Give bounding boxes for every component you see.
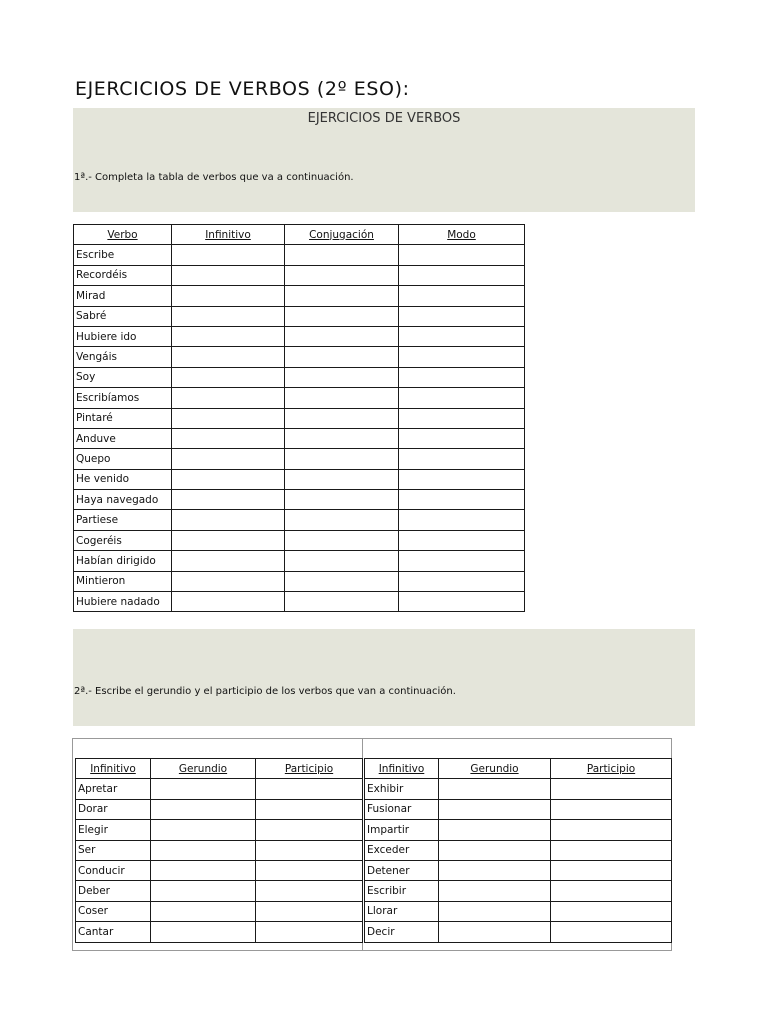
gerundio-answer-cell[interactable] bbox=[151, 820, 256, 840]
participio-answer-cell[interactable] bbox=[551, 799, 672, 819]
verbs-table-verb-cell: Haya navegado bbox=[74, 490, 172, 510]
column-header-verbo: Verbo bbox=[74, 225, 172, 245]
exercise-2-header bbox=[73, 629, 695, 726]
verbs-table-verb-cell: Mintieron bbox=[74, 571, 172, 591]
right-table-verb-cell: Exceder bbox=[365, 840, 439, 860]
conjugacion-answer-cell[interactable] bbox=[285, 449, 399, 469]
verbs-table-verb-cell: Escribíamos bbox=[74, 388, 172, 408]
verbs-table-verb-cell: Recordéis bbox=[74, 265, 172, 285]
conjugacion-answer-cell[interactable] bbox=[285, 551, 399, 571]
left-table-verb-cell: Cantar bbox=[76, 922, 151, 942]
left-table-row bbox=[76, 901, 363, 921]
modo-answer-cell[interactable] bbox=[399, 245, 525, 265]
column-header-gerundio: Gerundio bbox=[151, 759, 256, 779]
infinitivo-answer-cell[interactable] bbox=[172, 530, 285, 550]
column-header-modo: Modo bbox=[399, 225, 525, 245]
participio-answer-cell[interactable] bbox=[256, 881, 363, 901]
participio-answer-cell[interactable] bbox=[256, 860, 363, 880]
verbs-table-row bbox=[74, 449, 525, 469]
infinitivo-answer-cell[interactable] bbox=[172, 286, 285, 306]
gerundio-answer-cell[interactable] bbox=[439, 799, 551, 819]
right-table-row bbox=[365, 779, 672, 799]
conjugacion-answer-cell[interactable] bbox=[285, 245, 399, 265]
verbs-table-row bbox=[74, 265, 525, 285]
verbs-table-row bbox=[74, 367, 525, 387]
infinitivo-answer-cell[interactable] bbox=[172, 265, 285, 285]
infinitivo-answer-cell[interactable] bbox=[172, 245, 285, 265]
gerundio-answer-cell[interactable] bbox=[151, 860, 256, 880]
infinitivo-answer-cell[interactable] bbox=[172, 347, 285, 367]
left-table-row bbox=[76, 881, 363, 901]
modo-answer-cell[interactable] bbox=[399, 265, 525, 285]
modo-answer-cell[interactable] bbox=[399, 510, 525, 530]
modo-answer-cell[interactable] bbox=[399, 367, 525, 387]
conjugacion-answer-cell[interactable] bbox=[285, 571, 399, 591]
participio-answer-cell[interactable] bbox=[551, 820, 672, 840]
modo-answer-cell[interactable] bbox=[399, 449, 525, 469]
infinitivo-answer-cell[interactable] bbox=[172, 469, 285, 489]
infinitivo-answer-cell[interactable] bbox=[172, 592, 285, 612]
infinitivo-answer-cell[interactable] bbox=[172, 367, 285, 387]
conjugacion-answer-cell[interactable] bbox=[285, 490, 399, 510]
verbs-table-row bbox=[74, 530, 525, 550]
gerundio-answer-cell[interactable] bbox=[439, 881, 551, 901]
modo-answer-cell[interactable] bbox=[399, 326, 525, 346]
gerundio-answer-cell[interactable] bbox=[151, 922, 256, 942]
conjugacion-answer-cell[interactable] bbox=[285, 530, 399, 550]
column-header-infinitivo: Infinitivo bbox=[76, 759, 151, 779]
left-table-row bbox=[76, 820, 363, 840]
verbs-table-row bbox=[74, 286, 525, 306]
conjugacion-answer-cell[interactable] bbox=[285, 408, 399, 428]
exercise-1-header bbox=[73, 108, 695, 212]
gerundio-answer-cell[interactable] bbox=[439, 840, 551, 860]
conjugacion-answer-cell[interactable] bbox=[285, 306, 399, 326]
verbs-table-header-row bbox=[74, 225, 525, 245]
verbs-table-row bbox=[74, 571, 525, 591]
infinitivo-answer-cell[interactable] bbox=[172, 571, 285, 591]
left-table-verb-cell: Ser bbox=[76, 840, 151, 860]
verbs-table-verb-cell: He venido bbox=[74, 469, 172, 489]
conjugacion-answer-cell[interactable] bbox=[285, 510, 399, 530]
right-table-verb-cell: Exhibir bbox=[365, 779, 439, 799]
verbs-table-row bbox=[74, 245, 525, 265]
verbs-table-verb-cell: Soy bbox=[74, 367, 172, 387]
conjugacion-answer-cell[interactable] bbox=[285, 347, 399, 367]
right-table-verb-cell: Fusionar bbox=[365, 799, 439, 819]
modo-answer-cell[interactable] bbox=[399, 347, 525, 367]
conjugacion-answer-cell[interactable] bbox=[285, 367, 399, 387]
verbs-table-verb-cell: Cogeréis bbox=[74, 530, 172, 550]
verbs-table-verb-cell: Hubiere ido bbox=[74, 326, 172, 346]
modo-answer-cell[interactable] bbox=[399, 469, 525, 489]
infinitivo-answer-cell[interactable] bbox=[172, 306, 285, 326]
exercise-2-instruction: 2ª.- Escribe el gerundio y el participio de los verbos que van a continuación. bbox=[74, 686, 456, 697]
verbs-table-verb-cell: Partiese bbox=[74, 510, 172, 530]
verbs-table-row bbox=[74, 306, 525, 326]
modo-answer-cell[interactable] bbox=[399, 428, 525, 448]
verbs-table bbox=[73, 224, 525, 612]
right-table-verb-cell: Detener bbox=[365, 860, 439, 880]
modo-answer-cell[interactable] bbox=[399, 592, 525, 612]
left-table-row bbox=[76, 799, 363, 819]
participio-answer-cell[interactable] bbox=[551, 901, 672, 921]
participio-answer-cell[interactable] bbox=[256, 922, 363, 942]
participio-answer-cell[interactable] bbox=[551, 881, 672, 901]
modo-answer-cell[interactable] bbox=[399, 286, 525, 306]
verbs-table-row bbox=[74, 510, 525, 530]
column-header-infinitivo: Infinitivo bbox=[365, 759, 439, 779]
gerundio-answer-cell[interactable] bbox=[151, 881, 256, 901]
right-table-verb-cell: Llorar bbox=[365, 901, 439, 921]
participio-answer-cell[interactable] bbox=[551, 840, 672, 860]
left-table-header-row bbox=[76, 759, 363, 779]
participio-answer-cell[interactable] bbox=[551, 779, 672, 799]
gerundio-answer-cell[interactable] bbox=[151, 779, 256, 799]
participio-answer-cell[interactable] bbox=[551, 922, 672, 942]
exercise-1-instruction: 1ª.- Completa la tabla de verbos que va a continuación. bbox=[74, 172, 354, 183]
right-table-row bbox=[365, 840, 672, 860]
column-header-conjugacion: Conjugación bbox=[285, 225, 399, 245]
conjugacion-answer-cell[interactable] bbox=[285, 469, 399, 489]
verbs-table-row bbox=[74, 326, 525, 346]
infinitivo-answer-cell[interactable] bbox=[172, 510, 285, 530]
column-header-gerundio: Gerundio bbox=[439, 759, 551, 779]
participio-answer-cell[interactable] bbox=[256, 820, 363, 840]
participles-table-right bbox=[364, 758, 672, 943]
modo-answer-cell[interactable] bbox=[399, 306, 525, 326]
left-table-row bbox=[76, 922, 363, 942]
gerundio-answer-cell[interactable] bbox=[439, 820, 551, 840]
right-table-header-row bbox=[365, 759, 672, 779]
verbs-table-verb-cell: Escribe bbox=[74, 245, 172, 265]
participio-answer-cell[interactable] bbox=[256, 901, 363, 921]
column-header-infinitivo: Infinitivo bbox=[172, 225, 285, 245]
verbs-table-row bbox=[74, 490, 525, 510]
verbs-table-verb-cell: Vengáis bbox=[74, 347, 172, 367]
participio-answer-cell[interactable] bbox=[256, 799, 363, 819]
right-table-row bbox=[365, 881, 672, 901]
participles-table-left bbox=[75, 758, 363, 943]
verbs-table-verb-cell: Sabré bbox=[74, 306, 172, 326]
right-table-row bbox=[365, 799, 672, 819]
verbs-table-verb-cell: Pintaré bbox=[74, 408, 172, 428]
modo-answer-cell[interactable] bbox=[399, 551, 525, 571]
gerundio-answer-cell[interactable] bbox=[151, 901, 256, 921]
conjugacion-answer-cell[interactable] bbox=[285, 265, 399, 285]
infinitivo-answer-cell[interactable] bbox=[172, 326, 285, 346]
verbs-table-row bbox=[74, 469, 525, 489]
verbs-table-verb-cell: Mirad bbox=[74, 286, 172, 306]
participio-answer-cell[interactable] bbox=[256, 840, 363, 860]
column-header-participio: Participio bbox=[256, 759, 363, 779]
right-table-verb-cell: Impartir bbox=[365, 820, 439, 840]
left-table-row bbox=[76, 840, 363, 860]
infinitivo-answer-cell[interactable] bbox=[172, 551, 285, 571]
gerundio-answer-cell[interactable] bbox=[439, 860, 551, 880]
verbs-table-row bbox=[74, 592, 525, 612]
verbs-table-row bbox=[74, 428, 525, 448]
left-table-row bbox=[76, 860, 363, 880]
conjugacion-answer-cell[interactable] bbox=[285, 286, 399, 306]
right-table-row bbox=[365, 901, 672, 921]
left-table-verb-cell: Deber bbox=[76, 881, 151, 901]
left-table-verb-cell: Dorar bbox=[76, 799, 151, 819]
right-table-verb-cell: Decir bbox=[365, 922, 439, 942]
modo-answer-cell[interactable] bbox=[399, 388, 525, 408]
modo-answer-cell[interactable] bbox=[399, 490, 525, 510]
participio-answer-cell[interactable] bbox=[256, 779, 363, 799]
left-table-row bbox=[76, 779, 363, 799]
verbs-table-verb-cell: Quepo bbox=[74, 449, 172, 469]
conjugacion-answer-cell[interactable] bbox=[285, 592, 399, 612]
gerundio-answer-cell[interactable] bbox=[439, 901, 551, 921]
gerundio-answer-cell[interactable] bbox=[151, 799, 256, 819]
gerundio-answer-cell[interactable] bbox=[439, 779, 551, 799]
right-table-row bbox=[365, 860, 672, 880]
infinitivo-answer-cell[interactable] bbox=[172, 428, 285, 448]
exercise-heading: EJERCICIOS DE VERBOS bbox=[307, 111, 461, 126]
right-table-row bbox=[365, 820, 672, 840]
conjugacion-answer-cell[interactable] bbox=[285, 428, 399, 448]
infinitivo-answer-cell[interactable] bbox=[172, 490, 285, 510]
modo-answer-cell[interactable] bbox=[399, 530, 525, 550]
infinitivo-answer-cell[interactable] bbox=[172, 408, 285, 428]
page-title: EJERCICIOS DE VERBOS (2º ESO): bbox=[75, 78, 410, 100]
verbs-table-verb-cell: Habían dirigido bbox=[74, 551, 172, 571]
verbs-table-verb-cell: Hubiere nadado bbox=[74, 592, 172, 612]
modo-answer-cell[interactable] bbox=[399, 571, 525, 591]
participio-answer-cell[interactable] bbox=[551, 860, 672, 880]
conjugacion-answer-cell[interactable] bbox=[285, 326, 399, 346]
verbs-table-row bbox=[74, 551, 525, 571]
verbs-table-verb-cell: Anduve bbox=[74, 428, 172, 448]
right-table-verb-cell: Escribir bbox=[365, 881, 439, 901]
modo-answer-cell[interactable] bbox=[399, 408, 525, 428]
left-table-verb-cell: Coser bbox=[76, 901, 151, 921]
column-header-participio: Participio bbox=[551, 759, 672, 779]
gerundio-answer-cell[interactable] bbox=[151, 840, 256, 860]
verbs-table-row bbox=[74, 347, 525, 367]
right-table-row bbox=[365, 922, 672, 942]
infinitivo-answer-cell[interactable] bbox=[172, 449, 285, 469]
conjugacion-answer-cell[interactable] bbox=[285, 388, 399, 408]
left-table-verb-cell: Apretar bbox=[76, 779, 151, 799]
verbs-table-row bbox=[74, 408, 525, 428]
left-table-verb-cell: Elegir bbox=[76, 820, 151, 840]
infinitivo-answer-cell[interactable] bbox=[172, 388, 285, 408]
verbs-table-row bbox=[74, 388, 525, 408]
left-table-verb-cell: Conducir bbox=[76, 860, 151, 880]
gerundio-answer-cell[interactable] bbox=[439, 922, 551, 942]
